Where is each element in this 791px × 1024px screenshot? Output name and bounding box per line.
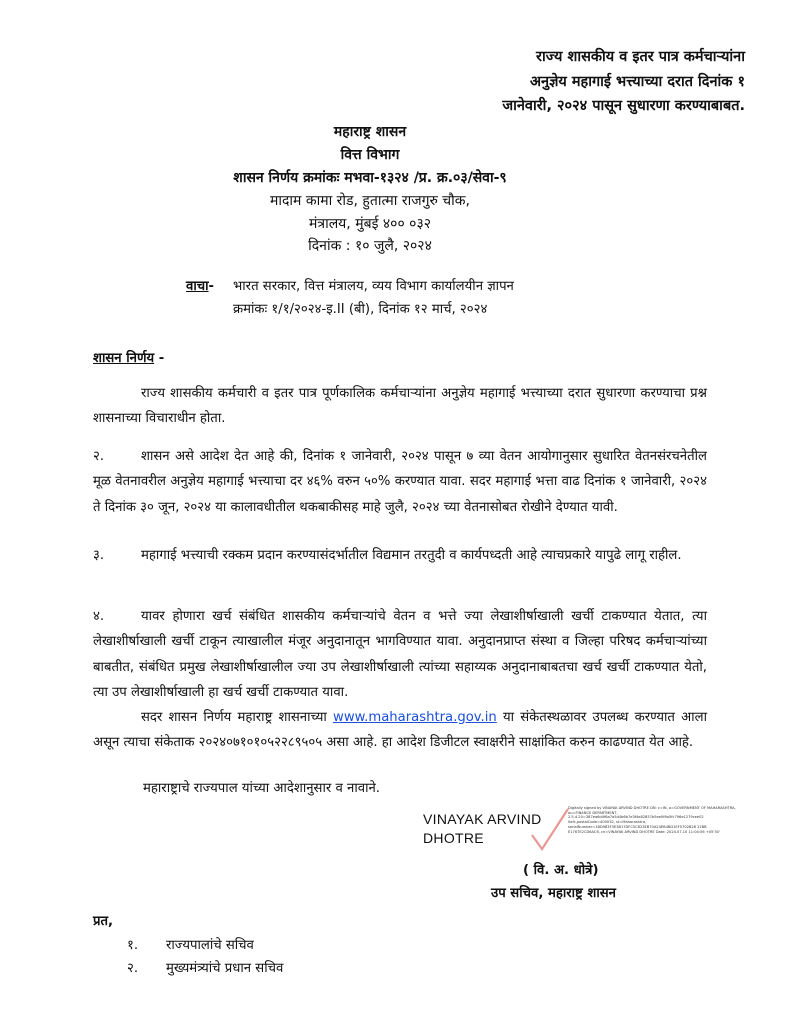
by-order-line: महाराष्ट्राचे राज्यपाल यांच्या आदेशानुसार व नावाने. [143, 781, 380, 796]
paragraph-4-number: ४. [93, 609, 105, 624]
signer-designation: उप सचिव, महाराष्ट्र शासन [491, 886, 616, 901]
department-name: वित्त विभाग [340, 147, 400, 163]
digital-signature-details: Digitally signed by VINAYAK ARVIND DHOTRE DN: c=IN, o=GOVERNMENT OF MAHARASHTRA, ou=FINANCE DEPARTMENT, 2.5.4.20=387ea6d4f6a7a5d4b6b7e3f4e82857b5ee0f6a5fc796e1279cee02 0efc,postalCode=400032, st=Maharashtra, serialNumber=1BD983F3E3B17DFC5C823EB70A24EB4BD1EF5702B28 22BB E1767E2CD6AC6, cn=VINAYAK ARVIND DHOTRE Date: 2024.07.10 11:04:56 +05'30' [568, 806, 736, 834]
paragraph-website [93, 705, 707, 756]
paragraph-website-before: सदर शासन निर्णय महाराष्ट्र शासनाच्या [141, 710, 334, 725]
website-link[interactable]: www.maharashtra.gov.in [333, 710, 497, 725]
copy-to-item-1-number: १. [127, 938, 139, 953]
reference-label: वाचा [186, 279, 209, 294]
copy-to-item-2-number: २. [127, 961, 139, 976]
decision-heading: शासन निर्णय [93, 351, 155, 366]
signature-check-mark-icon [528, 805, 572, 855]
paragraph-intro: राज्य शासकीय कर्मचारी व इतर पात्र पूर्णकालिक कर्मचाऱ्यांना अनुज्ञेय महागाई भत्त्याच्या दरात सुधारणा करण्याचा प्रश्न शासनाच्या विचाराधीन होता. [93, 386, 707, 427]
paragraph-4: यावर होणारा खर्च संबंधित शासकीय कर्मचाऱ्यांचे वेतन व भत्ते ज्या लेखाशीर्षाखाली खर्ची टाकण्यात येतात, त्या लेखाशीर्षाखाली खर्ची टाकून त्याखालील मंजूर अनुदानातून भागविण्यात यावा. अनुदानप्राप्त संस्था व जिल्हा परिषद कर्मचाऱ्यांच्या बाबतीत, संबंधित प्रमुख लेखाशीर्षाखालील ज्या उप लेखाशीर्षाखाली त्यांच्या सहाय्यक अनुदानाबाबतचा खर्च खर्ची टाकण्यात येतो, त्या उप लेखाशीर्षाखाली हा खर्च खर्ची टाकण्यात यावा. [93, 609, 707, 700]
government-name: महाराष्ट्र शासन [333, 124, 407, 140]
subject-line-1: राज्य शासकीय व इतर पात्र कर्मचाऱ्यांना [536, 49, 745, 65]
copy-to-item-1: राज्यपालांचे सचिव [166, 938, 254, 953]
paragraph-3-number: ३. [93, 548, 105, 563]
address-line-1: मादाम कामा रोड, हुतात्मा राजगुरु चौक, [269, 193, 471, 209]
reference-line-1: भारत सरकार, वित्त मंत्रालय, व्यय विभाग कार्यालयीन ज्ञापन [233, 279, 514, 294]
paragraph-3: महागाई भत्त्याची रक्कम प्रदान करण्यासंदर्भातील विद्यमान तरतुदी व कार्यपध्दती आहे त्याचप्रकारे यापुढे लागू राहील. [141, 548, 682, 563]
signer-name-line-1: VINAYAK ARVIND [423, 811, 542, 827]
copy-to-heading: प्रत, [93, 914, 114, 929]
reference-line-2: क्रमांकः १/१/२०२४-इ.II (बी), दिनांक १२ मार्च, २०२४ [233, 302, 488, 317]
issue-date: दिनांक : १० जुलै, २०२४ [308, 238, 432, 254]
signer-initials: ( वि. अ. धोत्रे) [523, 863, 599, 878]
paragraph-2: शासन असे आदेश देत आहे की, दिनांक १ जानेवारी, २०२४ पासून ७ व्या वेतन आयोगानुसार सुधारित वेतनसंरचनेतील मूळ वेतनावरील अनुज्ञेय महागाई भत्त्याचा दर ४६% वरुन ५०% करण्यात यावा. सदर महागाई भत्ता वाढ दिनांक १ जानेवारी, २०२४ ते दिनांक ३० जून, २०२४ या कालावधीतील थकबाकीसह माहे जुलै, २०२४ च्या वेतनासोबत रोखीने देण्यात यावी. [93, 449, 707, 515]
decision-dash: - [154, 351, 165, 366]
signer-name-line-2: DHOTRE [423, 830, 484, 846]
subject-line-2: अनुज्ञेय महागाई भत्त्याच्या दरात दिनांक १ [529, 74, 745, 90]
reference-label-wrap [186, 274, 214, 299]
gr-number: शासन निर्णय क्रमांकः मभवा-१३२४ /प्र. क्र.०३/सेवा-९ [233, 170, 507, 186]
paragraph-2-number: २. [93, 449, 105, 464]
decision-heading-wrap [93, 346, 164, 371]
copy-to-item-2: मुख्यमंत्र्यांचे प्रधान सचिव [166, 961, 284, 976]
address-line-2: मंत्रालय, मुंबई ४०० ०३२ [308, 216, 432, 232]
subject-line-3: जानेवारी, २०२४ पासून सुधारणा करण्याबाबत. [502, 98, 745, 114]
paragraph-website-after: या संकेतस्थळावर उपलब्ध करण्यात आला असून त्याचा संकेताक २०२४०७१०१०५२२८९५०५ असा आहे. हा आदेश डिजीटल स्वाक्षरीने साक्षांकित करुन काढण्यात येत आहे. [93, 710, 707, 751]
reference-dash: - [208, 279, 215, 294]
